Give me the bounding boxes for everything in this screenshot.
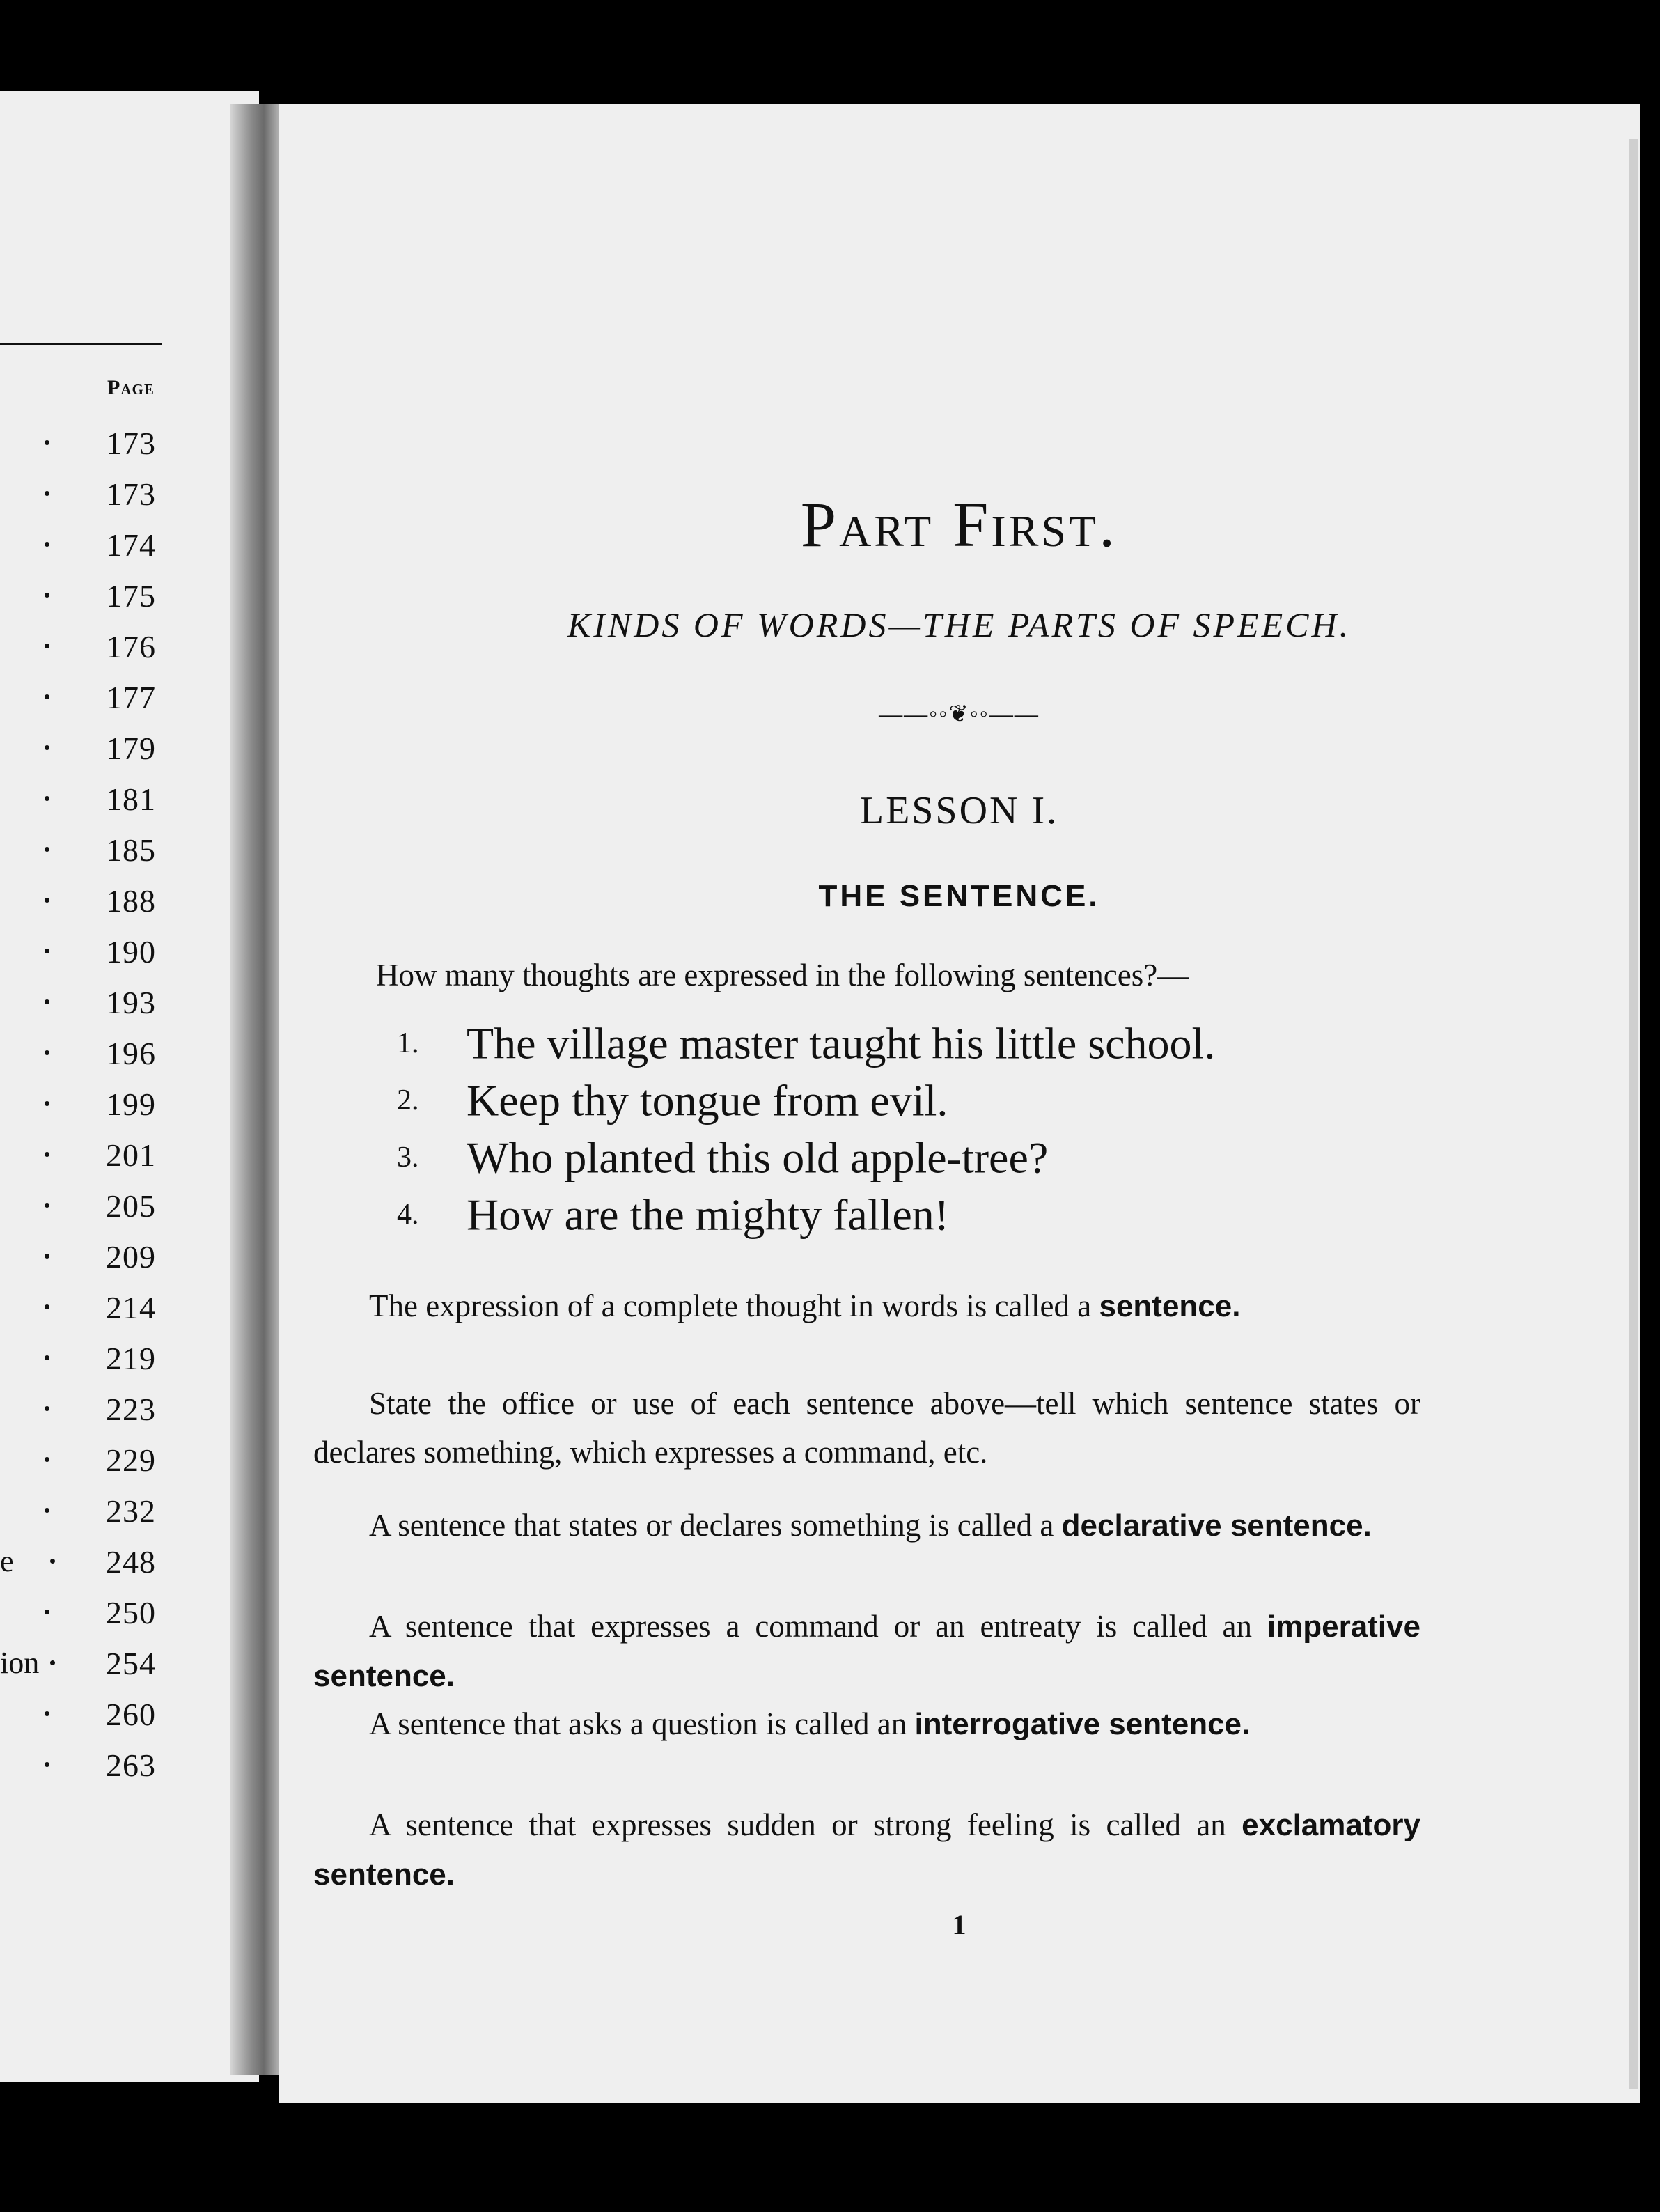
example-text: Keep thy tongue from evil.	[467, 1075, 948, 1126]
leader-dot	[45, 1355, 49, 1360]
leader-dot	[45, 1101, 49, 1106]
toc-page-number: 188	[106, 883, 156, 919]
leader-dot	[45, 1457, 49, 1462]
toc-row	[0, 882, 259, 931]
leader-dot	[45, 999, 49, 1004]
toc-title-fragment: e	[0, 1544, 14, 1578]
interrogative-text: A sentence that asks a question is called an	[369, 1706, 915, 1741]
leader-dot	[45, 694, 49, 699]
example-text: The village master taught his little school.	[467, 1018, 1216, 1068]
imperative-text: A sentence that expresses a command or an entreaty is called an	[369, 1609, 1267, 1644]
toc-row	[0, 1645, 259, 1694]
definition-text: The expression of a complete thought in words is called a	[369, 1288, 1099, 1323]
leader-dot	[45, 898, 49, 903]
toc-page-number: 190	[106, 934, 156, 969]
toc-row	[0, 1493, 259, 1541]
example-item	[397, 1070, 1215, 1128]
instruction-paragraph: State the office or use of each sentence above—tell which sentence states or declares something, which expresses a command, etc.	[313, 1386, 1420, 1470]
toc-row	[0, 527, 259, 575]
toc-page-number: 177	[106, 680, 156, 715]
leader-dot	[45, 644, 49, 648]
toc-row	[0, 1086, 259, 1135]
toc-row	[0, 1391, 259, 1440]
declarative-paragraph	[313, 1501, 1420, 1550]
toc-row	[0, 1238, 259, 1287]
toc-page-number: 205	[106, 1188, 156, 1224]
toc-row	[0, 1594, 259, 1643]
toc-row	[0, 832, 259, 880]
definition-paragraph	[313, 1282, 1420, 1331]
toc-page-number: 185	[106, 832, 156, 868]
toc-page-number: 214	[106, 1290, 156, 1325]
leader-dot	[45, 440, 49, 445]
previous-page	[0, 91, 259, 2082]
leader-dot	[50, 1559, 55, 1564]
toc-page-number: 248	[106, 1544, 156, 1580]
leader-dot	[45, 1050, 49, 1055]
toc-row	[0, 781, 259, 830]
toc-page-number: 179	[106, 731, 156, 766]
example-number: 4.	[397, 1199, 419, 1231]
section-heading: THE SENTENCE.	[818, 879, 1100, 913]
toc-row	[0, 933, 259, 982]
example-number: 3.	[397, 1142, 419, 1174]
toc-page-number: 193	[106, 985, 156, 1020]
toc-page-number: 201	[106, 1137, 156, 1173]
toc-row	[0, 1137, 259, 1185]
book-gutter	[230, 104, 279, 2075]
declarative-text: A sentence that states or declares something is called a	[369, 1508, 1062, 1543]
page-number: 1	[952, 1909, 966, 1940]
leader-dot	[45, 1610, 49, 1614]
toc-row	[0, 1289, 259, 1338]
leader-dot	[50, 1660, 55, 1665]
exclamatory-paragraph	[313, 1800, 1420, 1899]
leader-dot	[45, 1711, 49, 1716]
toc-page-number: 196	[106, 1036, 156, 1071]
term-sentence: sentence.	[1099, 1289, 1241, 1323]
exclamatory-text: A sentence that expresses sudden or strong feeling is called an	[369, 1807, 1242, 1842]
toc-row	[0, 1696, 259, 1745]
toc-page-number: 181	[106, 781, 156, 817]
leader-dot	[45, 1762, 49, 1767]
toc-row	[0, 628, 259, 677]
term-interrogative: interrogative sentence.	[914, 1707, 1251, 1741]
interrogative-paragraph	[313, 1699, 1420, 1749]
example-text: Who planted this old apple-tree?	[467, 1132, 1049, 1183]
leader-dot	[45, 1203, 49, 1208]
leader-dot	[45, 796, 49, 801]
toc-page-number: 176	[106, 629, 156, 664]
leader-dot	[45, 1152, 49, 1157]
toc-page-number: 232	[106, 1493, 156, 1529]
leader-dot	[45, 593, 49, 598]
leader-dot	[45, 542, 49, 547]
toc-row	[0, 730, 259, 779]
toc-row	[0, 476, 259, 524]
toc-page-number: 173	[106, 476, 156, 512]
toc-row	[0, 984, 259, 1033]
example-item	[397, 1013, 1215, 1070]
toc-page-number: 250	[106, 1595, 156, 1630]
example-list	[397, 1013, 1215, 1242]
header-rule	[0, 343, 162, 345]
leader-dot	[45, 949, 49, 953]
leader-dot	[45, 1508, 49, 1513]
leader-dot	[45, 491, 49, 496]
page-edge	[1629, 139, 1638, 2089]
toc-page-number: 229	[106, 1442, 156, 1478]
toc-row	[0, 1187, 259, 1236]
example-item	[397, 1185, 1215, 1242]
toc-page-number: 199	[106, 1086, 156, 1122]
toc-row	[0, 679, 259, 728]
toc-page-number: 173	[106, 426, 156, 461]
toc-page-number: 260	[106, 1697, 156, 1732]
toc-row	[0, 425, 259, 474]
toc-page-header: Page	[107, 376, 155, 399]
toc-row	[0, 577, 259, 626]
toc-row	[0, 1035, 259, 1084]
toc-page-number: 175	[106, 578, 156, 614]
toc-row	[0, 1442, 259, 1490]
imperative-paragraph	[313, 1602, 1420, 1701]
toc-page-number: 223	[106, 1392, 156, 1427]
toc-page-number: 174	[106, 527, 156, 563]
example-text: How are the mighty fallen!	[467, 1190, 950, 1240]
toc-row	[0, 1543, 259, 1592]
toc-page-number: 219	[106, 1341, 156, 1376]
toc-page-number: 209	[106, 1239, 156, 1275]
ornament-divider: ——◦◦❦◦◦——	[879, 701, 1040, 727]
leader-dot	[45, 1406, 49, 1411]
example-number: 1.	[397, 1027, 419, 1060]
leader-dot	[45, 847, 49, 852]
leader-dot	[45, 745, 49, 750]
lesson-heading: LESSON I.	[859, 789, 1059, 832]
leader-dot	[45, 1254, 49, 1259]
example-item	[397, 1128, 1215, 1185]
part-title: Part First.	[800, 489, 1118, 560]
toc-row	[0, 1340, 259, 1389]
term-exclamatory: exclamatory sentence.	[313, 1808, 1420, 1892]
toc-page-number: 254	[106, 1646, 156, 1681]
toc-row	[0, 1747, 259, 1796]
part-subtitle: KINDS OF WORDS—THE PARTS OF SPEECH.	[567, 605, 1352, 644]
example-number: 2.	[397, 1084, 419, 1117]
toc-title-fragment: ion	[0, 1646, 40, 1680]
leader-dot	[45, 1304, 49, 1309]
term-declarative: declarative sentence.	[1061, 1509, 1372, 1543]
term-imperative: imperative sentence.	[313, 1610, 1420, 1693]
question-text: How many thoughts are expressed in the following sentences?—	[376, 958, 1189, 992]
toc-page-number: 263	[106, 1747, 156, 1783]
